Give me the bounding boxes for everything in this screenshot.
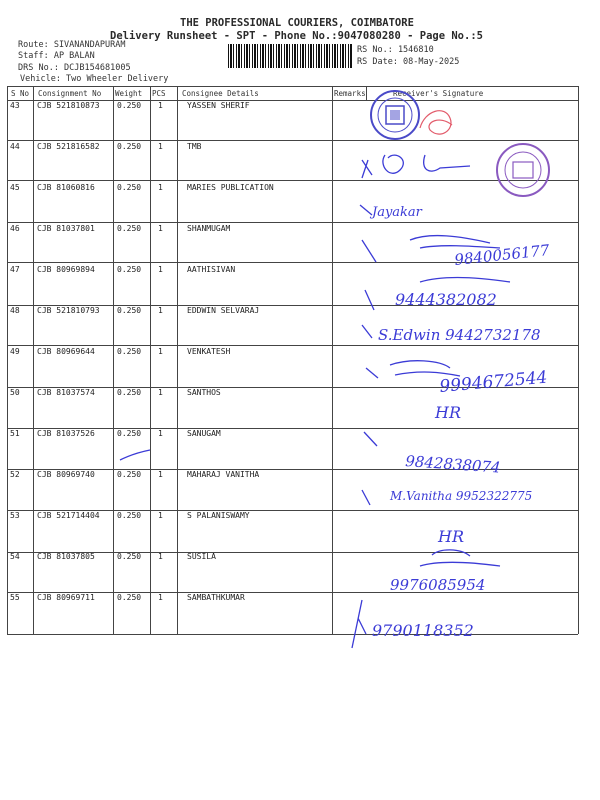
staff-label: Staff: AP BALAN xyxy=(18,51,95,61)
row-consignment-no: CJB 80969711 xyxy=(37,593,95,602)
row-pcs: 1 xyxy=(158,142,163,151)
row-consignee: SUSILA xyxy=(187,552,216,561)
col-signature: Receiver's Signature xyxy=(393,89,484,98)
handwritten-sig-45: Jayakar xyxy=(372,205,422,220)
row-sno: 55 xyxy=(10,593,20,602)
row-sno: 51 xyxy=(10,429,20,438)
row-pcs: 1 xyxy=(158,511,163,520)
col-remarks: Remarks xyxy=(334,89,366,98)
row-sno: 54 xyxy=(10,552,20,561)
row-consignment-no: CJB 81060816 xyxy=(37,183,95,192)
row-weight: 0.250 xyxy=(117,101,142,110)
row-weight: 0.250 xyxy=(117,265,142,274)
rs-number: RS No.: 1546810 xyxy=(357,45,434,55)
row-pcs: 1 xyxy=(158,470,163,479)
row-weight: 0.250 xyxy=(117,347,142,356)
handwritten-marks xyxy=(120,155,510,648)
runsheet-subtitle: Delivery Runsheet - SPT - Phone No.:9047080280 - Page No.:5 xyxy=(110,30,483,42)
row-sno: 49 xyxy=(10,347,20,356)
row-weight: 0.250 xyxy=(117,183,142,192)
handwritten-phone-47: 9840056177 xyxy=(453,241,551,269)
row-consignee: TMB xyxy=(187,142,202,151)
col-pcs: PCS xyxy=(152,89,166,98)
row-sno: 44 xyxy=(10,142,20,151)
handwritten-phone-52: 9842838074 xyxy=(404,452,502,477)
row-consignee: SANTHOS xyxy=(187,388,221,397)
row-consignee: EDDWIN SELVARAJ xyxy=(187,306,260,315)
row-consignee: SHANMUGAM xyxy=(187,224,231,233)
row-consignment-no: CJB 81037801 xyxy=(37,224,95,233)
handwritten-phone-48: 9444382082 xyxy=(395,290,497,309)
row-consignment-no: CJB 81037574 xyxy=(37,388,95,397)
row-pcs: 1 xyxy=(158,429,163,438)
route-label: Route: SIVANANDAPURAM xyxy=(18,40,126,50)
row-consignment-no: CJB 81037526 xyxy=(37,429,95,438)
handwritten-initials-51: HR xyxy=(435,403,461,422)
row-consignee: S PALANISWAMY xyxy=(187,511,250,520)
row-consignment-no: CJB 80969644 xyxy=(37,347,95,356)
row-sno: 46 xyxy=(10,224,20,233)
row-pcs: 1 xyxy=(158,224,163,233)
row-consignee: MARIES PUBLICATION xyxy=(187,183,274,192)
vehicle-label: Vehicle: Two Wheeler Delivery xyxy=(20,74,169,84)
row-weight: 0.250 xyxy=(117,224,142,233)
row-weight: 0.250 xyxy=(117,511,142,520)
row-sno: 43 xyxy=(10,101,20,110)
row-consignment-no: CJB 521810873 xyxy=(37,101,100,110)
row-consignee: SAMBATHKUMAR xyxy=(187,593,245,602)
row-sno: 47 xyxy=(10,265,20,274)
col-weight: Weight xyxy=(115,89,143,98)
row-consignment-no: CJB 521714404 xyxy=(37,511,100,520)
company-stamp-2 xyxy=(497,144,549,196)
col-consignment: Consignment No xyxy=(38,89,102,98)
row-sno: 52 xyxy=(10,470,20,479)
row-weight: 0.250 xyxy=(117,388,142,397)
handwritten-phone-55: 9976085954 xyxy=(390,576,486,594)
col-sno: S No xyxy=(11,89,30,98)
row-weight: 0.250 xyxy=(117,470,142,479)
runsheet-title: THE PROFESSIONAL COURIERS, COIMBATORE xyxy=(180,17,414,29)
row-consignee: AATHISIVAN xyxy=(187,265,236,274)
row-weight: 0.250 xyxy=(117,306,142,315)
handwritten-initials-54: HR xyxy=(438,527,464,546)
row-weight: 0.250 xyxy=(117,552,142,561)
row-pcs: 1 xyxy=(158,593,163,602)
row-consignee: YASSEN SHERIF xyxy=(187,101,250,110)
signature-red-1 xyxy=(420,111,452,134)
row-pcs: 1 xyxy=(158,183,163,192)
row-consignment-no: CJB 81037805 xyxy=(37,552,95,561)
row-pcs: 1 xyxy=(158,306,163,315)
handwritten-phone-56: 9790118352 xyxy=(372,621,474,640)
row-weight: 0.250 xyxy=(117,593,142,602)
row-pcs: 1 xyxy=(158,347,163,356)
drs-label: DRS No.: DCJB154681005 xyxy=(18,63,131,73)
rs-date: RS Date: 08-May-2025 xyxy=(357,57,460,67)
row-consignee: MAHARAJ VANITHA xyxy=(187,470,260,479)
row-consignment-no: CJB 80969894 xyxy=(37,265,95,274)
row-consignee: VENKATESH xyxy=(187,347,231,356)
row-sno: 53 xyxy=(10,511,20,520)
row-pcs: 1 xyxy=(158,101,163,110)
row-sno: 45 xyxy=(10,183,20,192)
row-pcs: 1 xyxy=(158,265,163,274)
row-weight: 0.250 xyxy=(117,429,142,438)
handwritten-phone-50: 9994672544 xyxy=(438,367,549,397)
handwritten-sig-49: S.Edwin 9442732178 xyxy=(378,326,541,344)
col-consignee: Consignee Details xyxy=(182,89,259,98)
row-consignment-no: CJB 521816582 xyxy=(37,142,100,151)
row-sno: 50 xyxy=(10,388,20,397)
row-sno: 48 xyxy=(10,306,20,315)
handwritten-sig-53: M.Vanitha 9952322775 xyxy=(390,489,533,503)
row-consignee: SANUGAM xyxy=(187,429,221,438)
row-pcs: 1 xyxy=(158,552,163,561)
row-consignment-no: CJB 521810793 xyxy=(37,306,100,315)
row-pcs: 1 xyxy=(158,388,163,397)
row-weight: 0.250 xyxy=(117,142,142,151)
row-consignment-no: CJB 80969740 xyxy=(37,470,95,479)
company-stamp-1 xyxy=(371,91,419,139)
